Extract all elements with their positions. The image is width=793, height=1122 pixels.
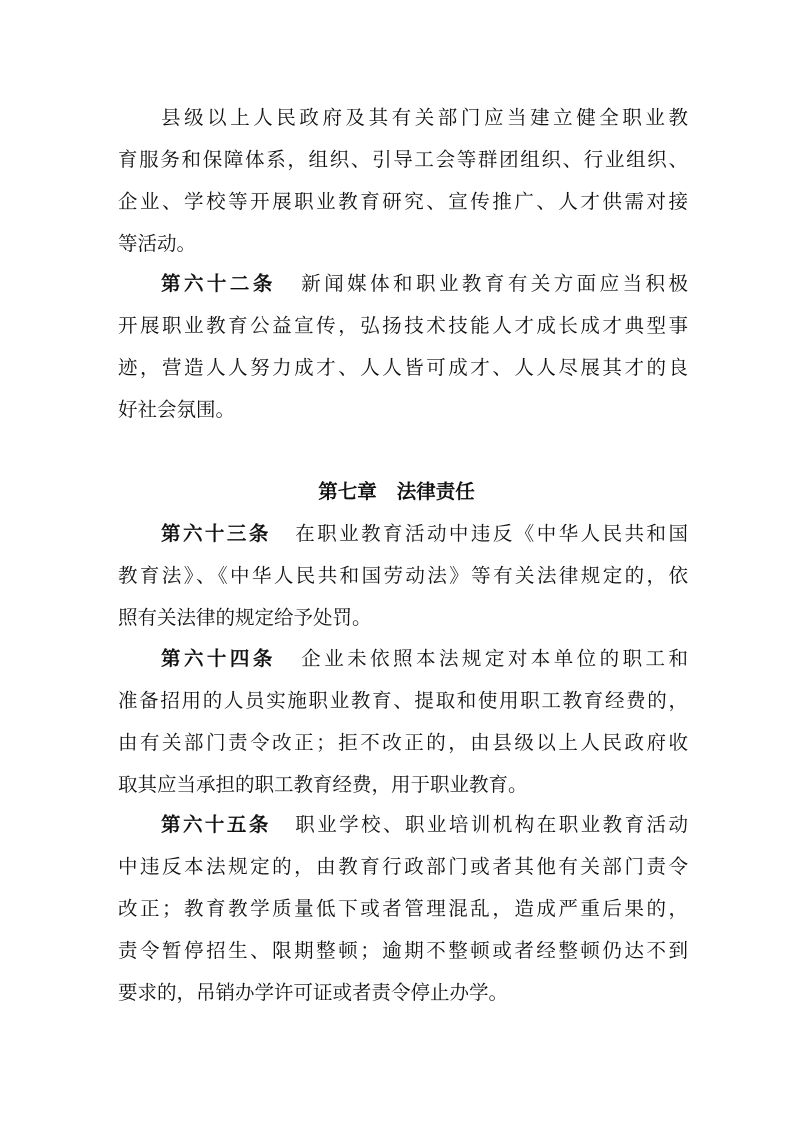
- text-line: 等活动。: [118, 232, 197, 255]
- text-line: 教育法》、《中华人民共和国劳动法》等有关法律规定的，依: [118, 564, 688, 587]
- article-label: 第六十二条: [161, 272, 276, 295]
- text-line: 企业、学校等开展职业教育研究、宣传推广、人才供需对接: [118, 190, 688, 213]
- text-line: 由有关部门责令改正；拒不改正的，由县级以上人民政府收: [118, 731, 688, 754]
- text-line: 中违反本法规定的，由教育行政部门或者其他有关部门责令: [118, 855, 688, 878]
- article-65: [118, 804, 688, 1014]
- text-line: 取其应当承担的职工教育经费，用于职业教育。: [118, 773, 528, 796]
- article-first-line: [118, 263, 688, 305]
- text-line: 准备招用的人员实施职业教育、提取和使用职工教育经费的，: [118, 689, 688, 712]
- article-first-line: [118, 638, 688, 680]
- article-label: 第六十四条: [161, 647, 276, 670]
- article-first-line: [118, 513, 688, 555]
- article-text: 在职业教育活动中违反《中华人民共和国: [292, 522, 688, 545]
- paragraph-article-61-continuation: [118, 97, 688, 265]
- article-63: [118, 513, 688, 639]
- chapter-number: 第七章: [318, 480, 377, 503]
- text-line: 迹，营造人人努力成才、人人皆可成才、人人尽展其才的良: [118, 356, 688, 379]
- text-line: 责令暂停招生、限期整顿；逾期不整顿或者经整顿仍达不到: [118, 939, 688, 962]
- article-text: 职业学校、职业培训机构在职业教育活动: [292, 813, 688, 836]
- text-line: 县级以上人民政府及其有关部门应当建立健全职业教: [161, 106, 688, 129]
- article-64: [118, 638, 688, 806]
- text-line: 开展职业教育公益宣传，弘扬技术技能人才成长成才典型事: [118, 314, 688, 337]
- text-line: 好社会氛围。: [118, 398, 236, 421]
- article-label: 第六十五条: [161, 813, 271, 836]
- article-text: 企业未依照本法规定对本单位的职工和: [297, 647, 688, 670]
- article-62: [118, 263, 688, 431]
- chapter-heading: [0, 471, 793, 513]
- article-label: 第六十三条: [161, 522, 271, 545]
- text-line: 照有关法律的规定给予处罚。: [118, 606, 372, 629]
- article-text: 新闻媒体和职业教育有关方面应当积极: [297, 272, 688, 295]
- text-line: 改正；教育教学质量低下或者管理混乱，造成严重后果的，: [118, 897, 688, 920]
- text-line: 要求的，吊销办学许可证或者责令停止办学。: [118, 981, 509, 1004]
- article-first-line: [118, 804, 688, 846]
- chapter-title: 法律责任: [396, 480, 475, 503]
- text-line: 育服务和保障体系，组织、引导工会等群团组织、行业组织、: [118, 148, 688, 171]
